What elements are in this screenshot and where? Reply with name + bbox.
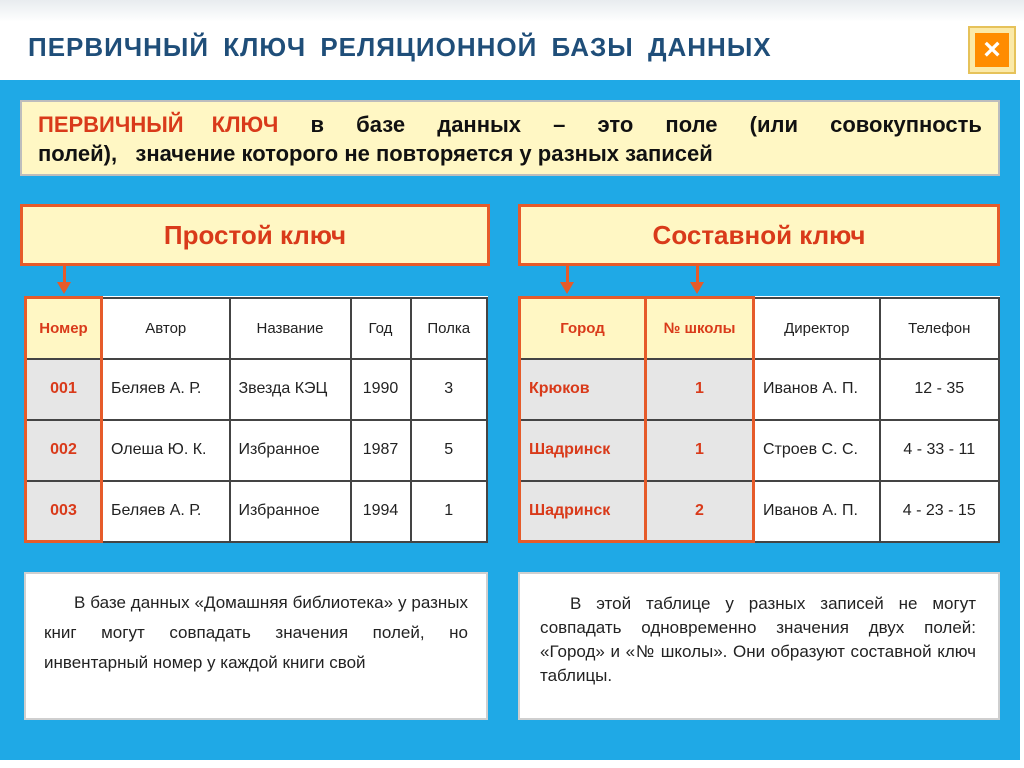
key-cell: Шадринск — [520, 420, 646, 481]
key-cell: 003 — [26, 481, 102, 542]
definition-word: в — [310, 112, 325, 137]
arrow-down-icon — [63, 266, 66, 284]
table-row — [520, 481, 1000, 542]
definition-word: совокупность — [830, 112, 982, 137]
top-strip — [0, 0, 1024, 22]
key-cell: 2 — [646, 481, 754, 542]
key-cell: 1 — [646, 359, 754, 420]
table-cell: Звезда КЭЦ — [230, 359, 351, 420]
table-cell: Олеша Ю. К. — [102, 420, 230, 481]
key-cell: 001 — [26, 359, 102, 420]
column-header: Год — [351, 298, 411, 359]
table-row — [520, 420, 1000, 481]
column-header: Директор — [754, 298, 880, 359]
note-text: В базе данных «Домашняя библиотека» у разных книг могут совпадать значения полей, но инвентарный номер у каждой книги свой — [44, 593, 468, 672]
table-cell: 4 - 23 - 15 — [880, 481, 1000, 542]
library-table — [24, 296, 488, 543]
definition-line-1 — [38, 110, 982, 139]
composite-key-label: Составной ключ — [518, 204, 1000, 266]
definition-word: (или — [749, 112, 798, 137]
table-cell: 1994 — [351, 481, 411, 542]
arrow-down-icon — [696, 266, 699, 284]
note-text: В этой таблице у разных записей не могут совпадать одновременно значения двух полей: «Город» и «№ школы». Они образуют составной ключ таблицы. — [540, 594, 976, 685]
table-cell: 4 - 33 - 11 — [880, 420, 1000, 481]
definition-word: – — [553, 112, 566, 137]
composite-key-note — [518, 572, 1000, 720]
table-cell: Избранное — [230, 481, 351, 542]
close-button[interactable] — [968, 26, 1016, 74]
page-title: ПЕРВИЧНЫЙ КЛЮЧ РЕЛЯЦИОННОЙ БАЗЫ ДАННЫХ — [28, 32, 772, 62]
table-cell: 3 — [411, 359, 488, 420]
table-header-row — [520, 298, 1000, 359]
arrow-down-icon — [566, 266, 569, 284]
definition-term: ПЕРВИЧНЫЙ КЛЮЧ — [38, 112, 279, 137]
table-cell: 1990 — [351, 359, 411, 420]
column-header: Название — [230, 298, 351, 359]
definition-word: данных — [437, 112, 522, 137]
table-row — [26, 359, 488, 420]
table-cell: Иванов А. П. — [754, 481, 880, 542]
table-header-row — [26, 298, 488, 359]
key-cell: Шадринск — [520, 481, 646, 542]
column-header: Автор — [102, 298, 230, 359]
table-row — [26, 481, 488, 542]
header — [0, 22, 1024, 80]
column-header-key: № школы — [646, 298, 754, 359]
key-cell: 002 — [26, 420, 102, 481]
table-cell: 12 - 35 — [880, 359, 1000, 420]
slide-body — [0, 80, 1020, 760]
table-cell: Иванов А. П. — [754, 359, 880, 420]
definition-word: это — [597, 112, 634, 137]
simple-key-label: Простой ключ — [20, 204, 490, 266]
close-icon: × — [975, 33, 1009, 67]
table-cell: 1 — [411, 481, 488, 542]
table-cell: 1987 — [351, 420, 411, 481]
table-cell: Строев С. С. — [754, 420, 880, 481]
simple-key-note — [24, 572, 488, 720]
table-row — [26, 420, 488, 481]
definition-line-2: полей), значение которого не повторяется у разных записей — [38, 141, 713, 166]
table-cell: Беляев А. Р. — [102, 481, 230, 542]
schools-table — [518, 296, 1000, 543]
definition-word: поле — [665, 112, 718, 137]
table-cell: 5 — [411, 420, 488, 481]
table-cell: Беляев А. Р. — [102, 359, 230, 420]
column-header-key: Номер — [26, 298, 102, 359]
key-cell: 1 — [646, 420, 754, 481]
key-cell: Крюков — [520, 359, 646, 420]
table-row — [520, 359, 1000, 420]
definition-word: базе — [356, 112, 406, 137]
table-cell: Избранное — [230, 420, 351, 481]
column-header-key: Город — [520, 298, 646, 359]
definition-box — [20, 100, 1000, 176]
column-header: Полка — [411, 298, 488, 359]
column-header: Телефон — [880, 298, 1000, 359]
